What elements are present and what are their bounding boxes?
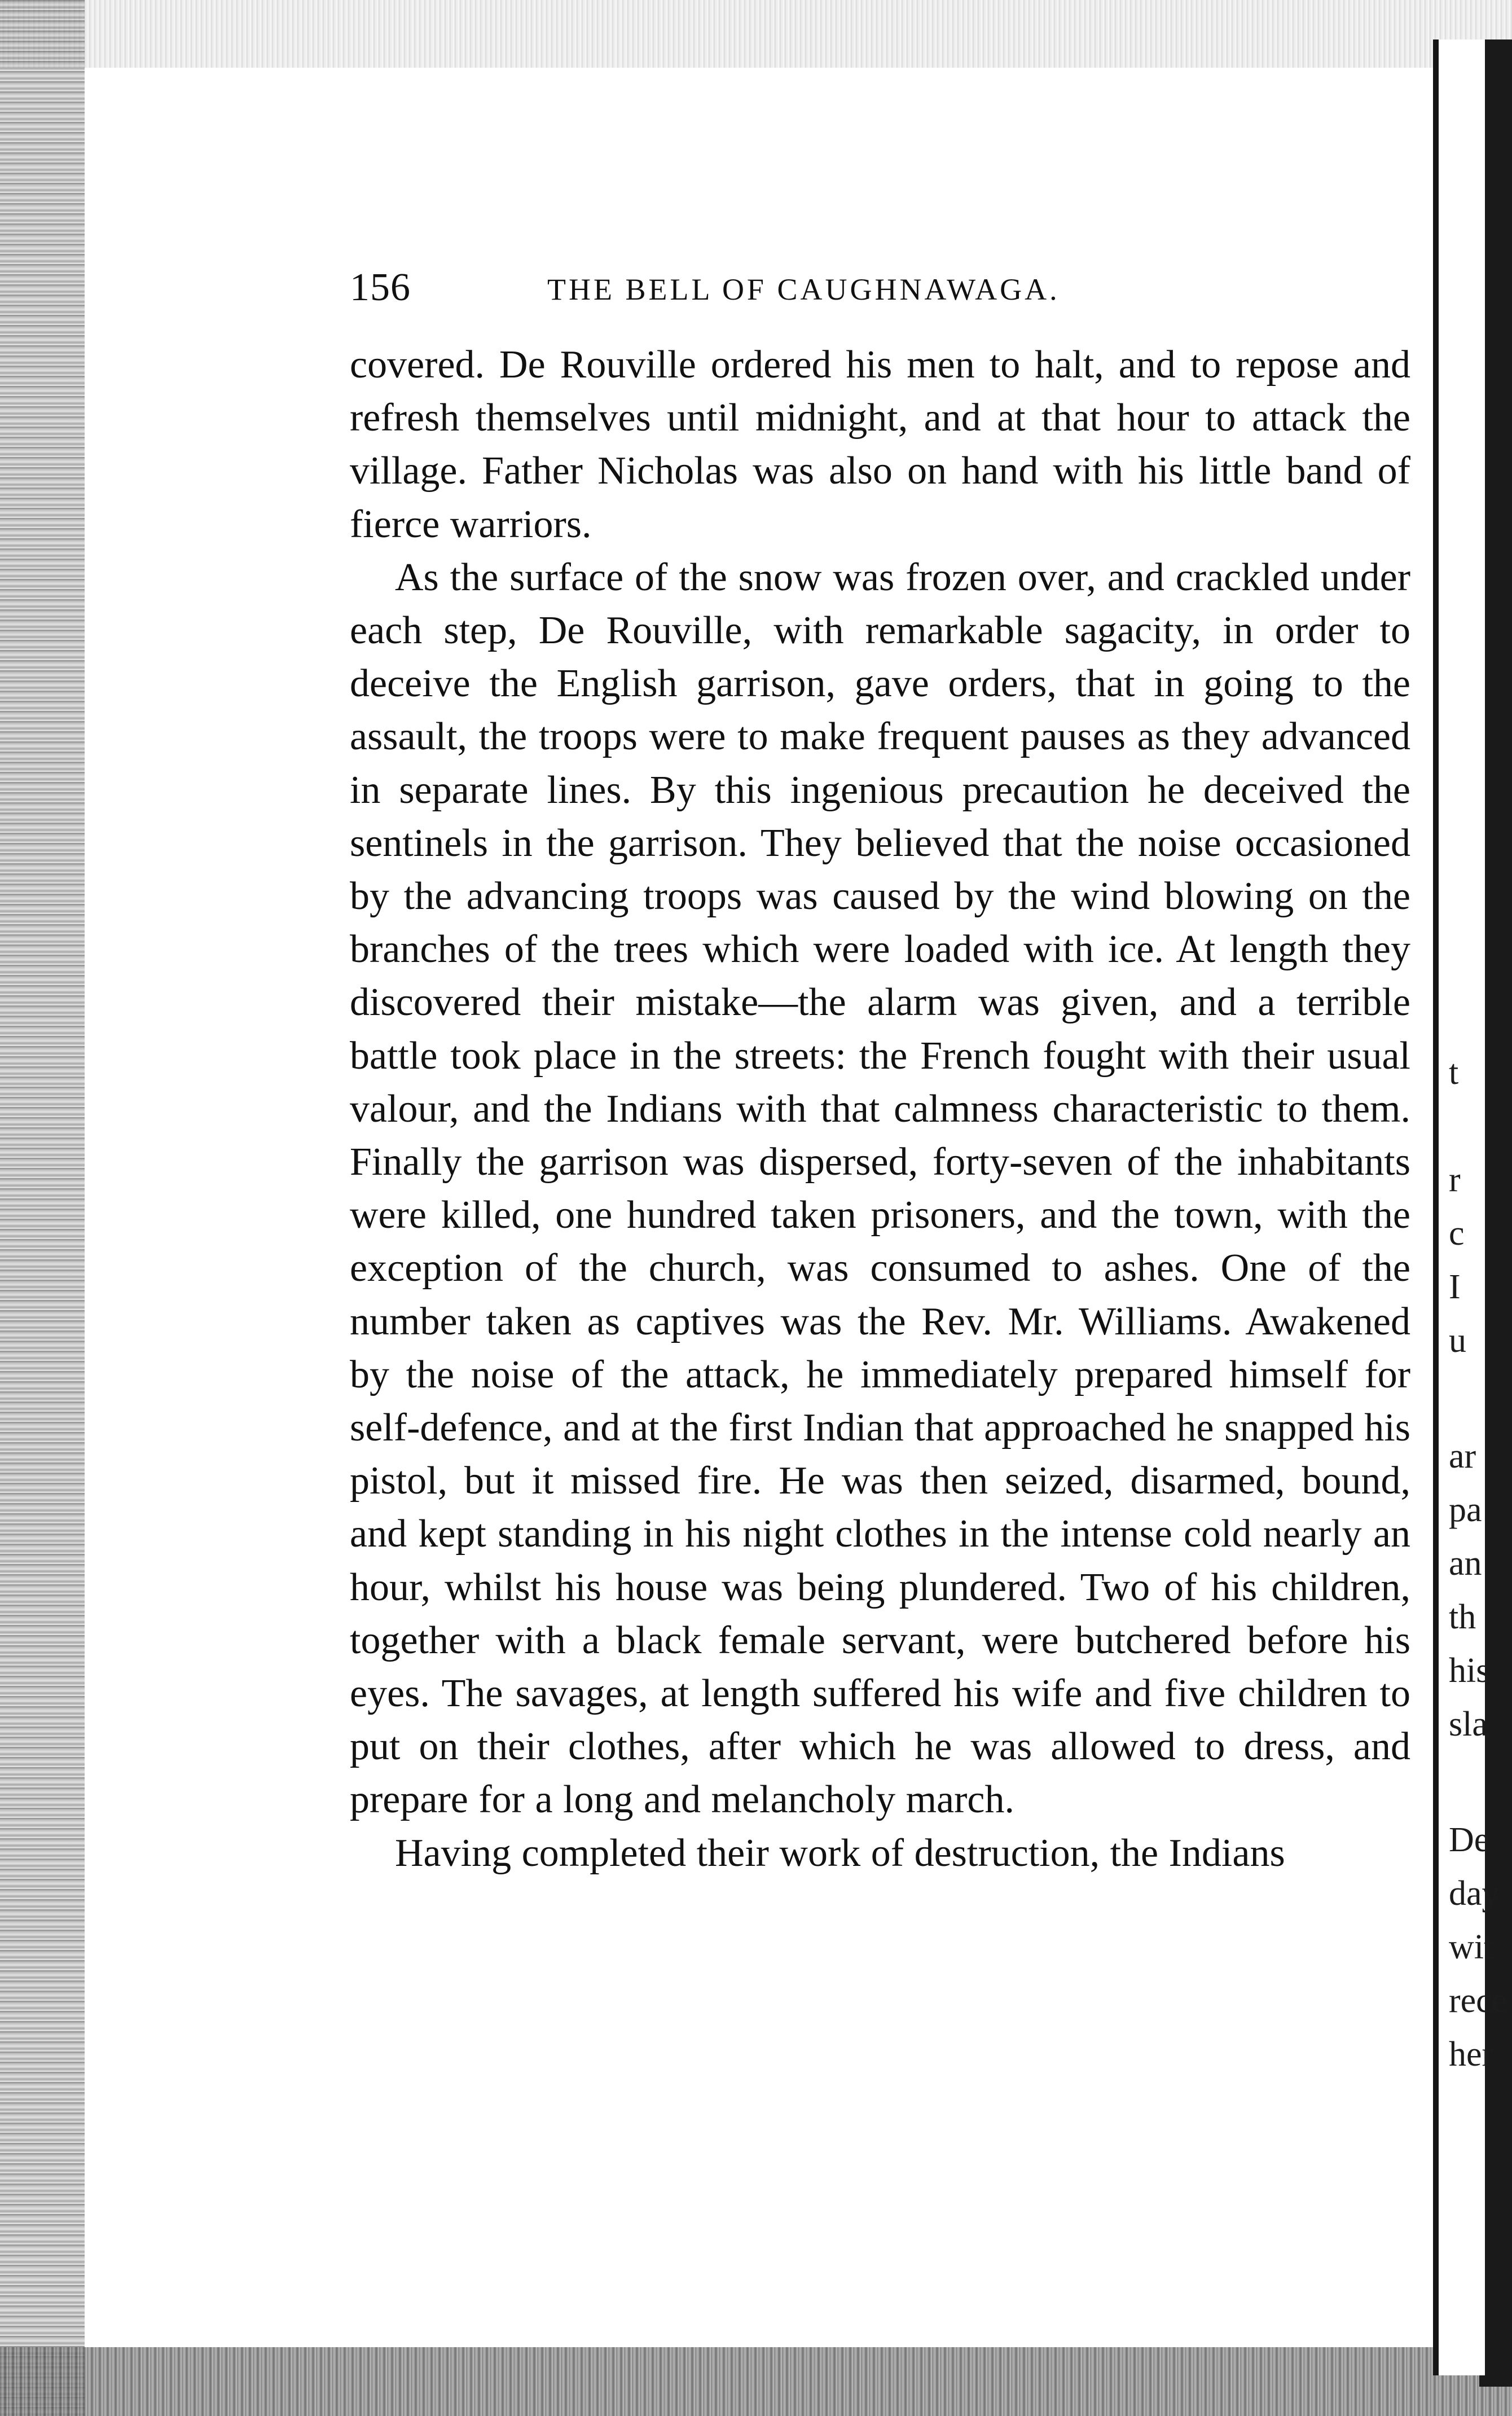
facing-page-strip xyxy=(1433,39,1507,2375)
paragraph: covered. De Rouville ordered his men to halt, and to repose and refresh themselves until midnight, and at that hour to attack the village. Father Nicholas was also on hand with his little band of fierce warriors. xyxy=(350,343,1410,546)
facing-page-fragment: rece xyxy=(1449,1982,1507,2020)
facing-page-fragment: De xyxy=(1449,1821,1490,1859)
body-text xyxy=(350,339,1410,1880)
facing-page-fragment: c xyxy=(1449,1214,1465,1253)
facing-page-fragment: t xyxy=(1449,1053,1459,1092)
paragraph: As the surface of the snow was frozen over, and crackled under each step, De Rouville, with remarkable sagacity, in order to deceive the English garrison, gave orders, that in going to the assault, the troops were to make frequent pauses as they advanced in separate lines. By this ingenious precaution he deceived the sentinels in the garrison. They believed that the noise occasioned by the advancing troops was caused by the wind blowing on the branches of the trees which were loaded with ice. At length they discovered their mistake—the alarm was given, and a terrible battle took place in the streets: the French fought with their usual valour, and the Indians with that calmness characteristic to them. Finally the garrison was dispersed, forty-seven of the inhabitants were killed, one hundred taken prisoners, and the town, with the exception of the church, was consumed to ashes. One of the number taken as captives was the Rev. Mr. Williams. Awakened by the noise of the attack, he immediately prepared himself for self-defence, and at the first Indian that approached he snapped his pistol, but it missed fire. He was then seized, disarmed, bound, and kept standing in his night clothes in the intense cold nearly an hour, whilst his house was being plundered. Two of his children, together with a black female servant, were butchered before his eyes. The savages, at length suffered his wife and five children to put on their clothes, after which he was allowed to dress, and prepare for a long and melancholy march. xyxy=(350,555,1410,1822)
page-number: 156 xyxy=(350,266,411,309)
facing-page-fragment: sla xyxy=(1449,1705,1488,1743)
facing-page-fragment: th xyxy=(1449,1598,1476,1636)
facing-page-fragment: wit xyxy=(1449,1928,1494,1966)
running-head xyxy=(350,254,1410,316)
facing-page-fragment: pa xyxy=(1449,1491,1482,1529)
scan-edge-top xyxy=(0,0,1512,68)
facing-page-fragment: ar xyxy=(1449,1437,1476,1475)
facing-page-fragment: her xyxy=(1449,2035,1494,2074)
scan-edge-bottom xyxy=(0,2347,1512,2416)
facing-page-fragment: u xyxy=(1449,1321,1466,1360)
facing-page-fragment: I xyxy=(1449,1268,1461,1306)
facing-page-fragment: r xyxy=(1449,1161,1461,1199)
book-page xyxy=(350,254,1410,1880)
facing-page-fragment: his xyxy=(1449,1651,1490,1690)
facing-page-fragment: an xyxy=(1449,1544,1482,1583)
facing-page-fragment: day xyxy=(1449,1874,1500,1913)
running-title: THE BELL OF CAUGHNAWAGA. xyxy=(547,273,1060,306)
scan-edge-left xyxy=(0,0,85,2416)
paragraph: Having completed their work of destruction, the Indians xyxy=(395,1831,1285,1875)
